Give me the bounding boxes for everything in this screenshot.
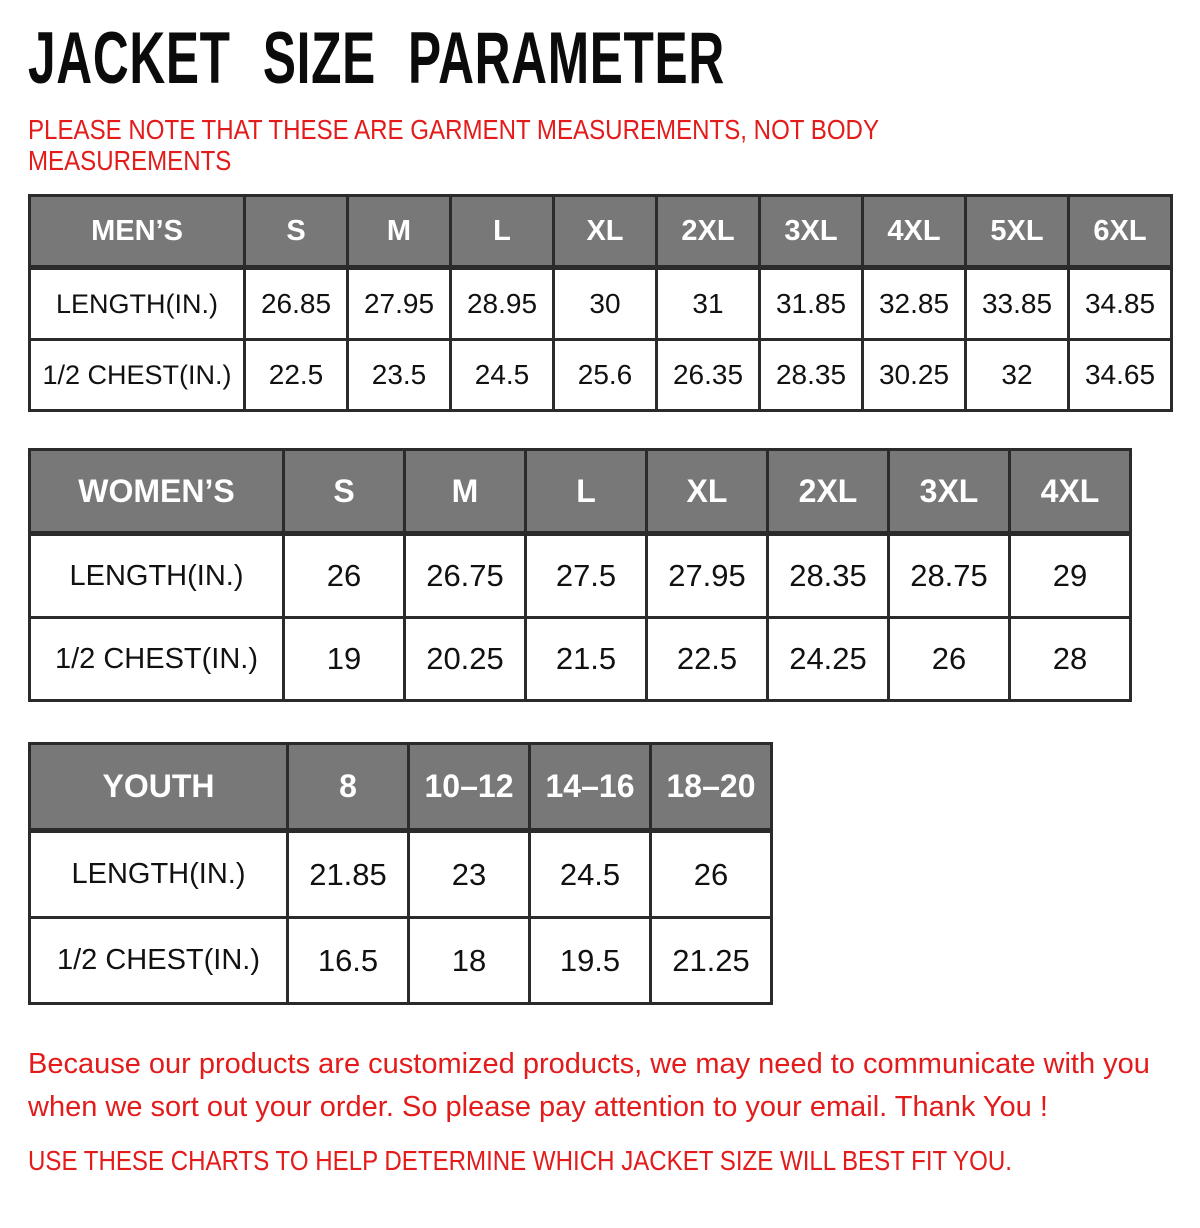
table-cell: 21.85 [288,831,409,918]
size-header-cell: XL [647,450,768,534]
row-label-cell: LENGTH(IN.) [30,831,288,918]
table-cell: 27.5 [526,534,647,618]
table-cell: 24.5 [451,340,554,411]
table-cell: 26 [889,618,1010,701]
measurement-note-line-1: PLEASE NOTE THAT THESE ARE GARMENT MEASUREMENTS, NOT BODY [28,114,880,145]
table-cell: 25.6 [554,340,657,411]
size-header-cell: S [245,196,348,268]
size-header-cell: XL [554,196,657,268]
page-title: JACKET SIZE PARAMETER [28,18,725,99]
table-cell: 23 [409,831,530,918]
table-cell: 28.35 [768,534,889,618]
table-cell: 30 [554,268,657,340]
table-cell: 26.35 [657,340,760,411]
table-cell: 23.5 [348,340,451,411]
row-label-cell: 1/2 CHEST(IN.) [30,340,245,411]
table-cell: 31.85 [760,268,863,340]
size-header-cell: L [526,450,647,534]
table-cell: 19 [284,618,405,701]
size-header-cell: 6XL [1069,196,1172,268]
table-cell: 30.25 [863,340,966,411]
table-cell: 24.5 [530,831,651,918]
mens-length-row [30,268,1172,340]
table-cell: 21.5 [526,618,647,701]
table-cell: 28.75 [889,534,1010,618]
table-cell: 26.75 [405,534,526,618]
table-cell: 26 [284,534,405,618]
table-cell: 34.85 [1069,268,1172,340]
table-title-cell: YOUTH [30,744,288,831]
size-header-cell: 4XL [1010,450,1131,534]
table-cell: 28.35 [760,340,863,411]
measurement-note-line-2: MEASUREMENTS [28,145,232,176]
customization-notice [28,1043,1200,1129]
table-cell: 29 [1010,534,1131,618]
youth-header-row [30,744,772,831]
size-header-cell: 10–12 [409,744,530,831]
size-header-cell: S [284,450,405,534]
size-chart-page [0,18,1200,1177]
table-cell: 22.5 [245,340,348,411]
size-header-cell: 2XL [768,450,889,534]
table-cell: 16.5 [288,918,409,1004]
table-cell: 32 [966,340,1069,411]
size-header-cell: 2XL [657,196,760,268]
size-header-cell: 4XL [863,196,966,268]
size-header-cell: M [405,450,526,534]
mens-chest-row [30,340,1172,411]
table-cell: 27.95 [647,534,768,618]
row-label-cell: 1/2 CHEST(IN.) [30,918,288,1004]
chart-usage-note: USE THESE CHARTS TO HELP DETERMINE WHICH JACKET SIZE WILL BEST FIT YOU. [28,1145,1012,1176]
table-cell: 28.95 [451,268,554,340]
table-cell: 31 [657,268,760,340]
size-header-cell: 5XL [966,196,1069,268]
row-label-cell: 1/2 CHEST(IN.) [30,618,284,701]
youth-size-table [28,742,773,1005]
table-cell: 28 [1010,618,1131,701]
table-title-cell: MEN’S [30,196,245,268]
womens-chest-row [30,618,1131,701]
table-cell: 26 [651,831,772,918]
table-cell: 32.85 [863,268,966,340]
size-header-cell: 18–20 [651,744,772,831]
table-cell: 26.85 [245,268,348,340]
row-label-cell: LENGTH(IN.) [30,534,284,618]
table-cell: 22.5 [647,618,768,701]
table-cell: 19.5 [530,918,651,1004]
measurement-note [28,114,1036,176]
size-header-cell: L [451,196,554,268]
size-header-cell: 14–16 [530,744,651,831]
youth-chest-row [30,918,772,1004]
table-title-cell: WOMEN’S [30,450,284,534]
table-cell: 27.95 [348,268,451,340]
size-header-cell: 8 [288,744,409,831]
womens-length-row [30,534,1131,618]
mens-size-table [28,194,1173,412]
size-header-cell: 3XL [889,450,1010,534]
customization-notice-line-2: when we sort out your order. So please pay attention to your email. Thank You ! [28,1091,1048,1123]
table-cell: 18 [409,918,530,1004]
size-header-cell: 3XL [760,196,863,268]
mens-header-row [30,196,1172,268]
table-cell: 34.65 [1069,340,1172,411]
youth-length-row [30,831,772,918]
size-header-cell: M [348,196,451,268]
womens-header-row [30,450,1131,534]
table-cell: 24.25 [768,618,889,701]
table-cell: 33.85 [966,268,1069,340]
table-cell: 21.25 [651,918,772,1004]
customization-notice-line-1: Because our products are customized products, we may need to communicate with you [28,1048,1150,1080]
womens-size-table [28,448,1132,702]
row-label-cell: LENGTH(IN.) [30,268,245,340]
table-cell: 20.25 [405,618,526,701]
